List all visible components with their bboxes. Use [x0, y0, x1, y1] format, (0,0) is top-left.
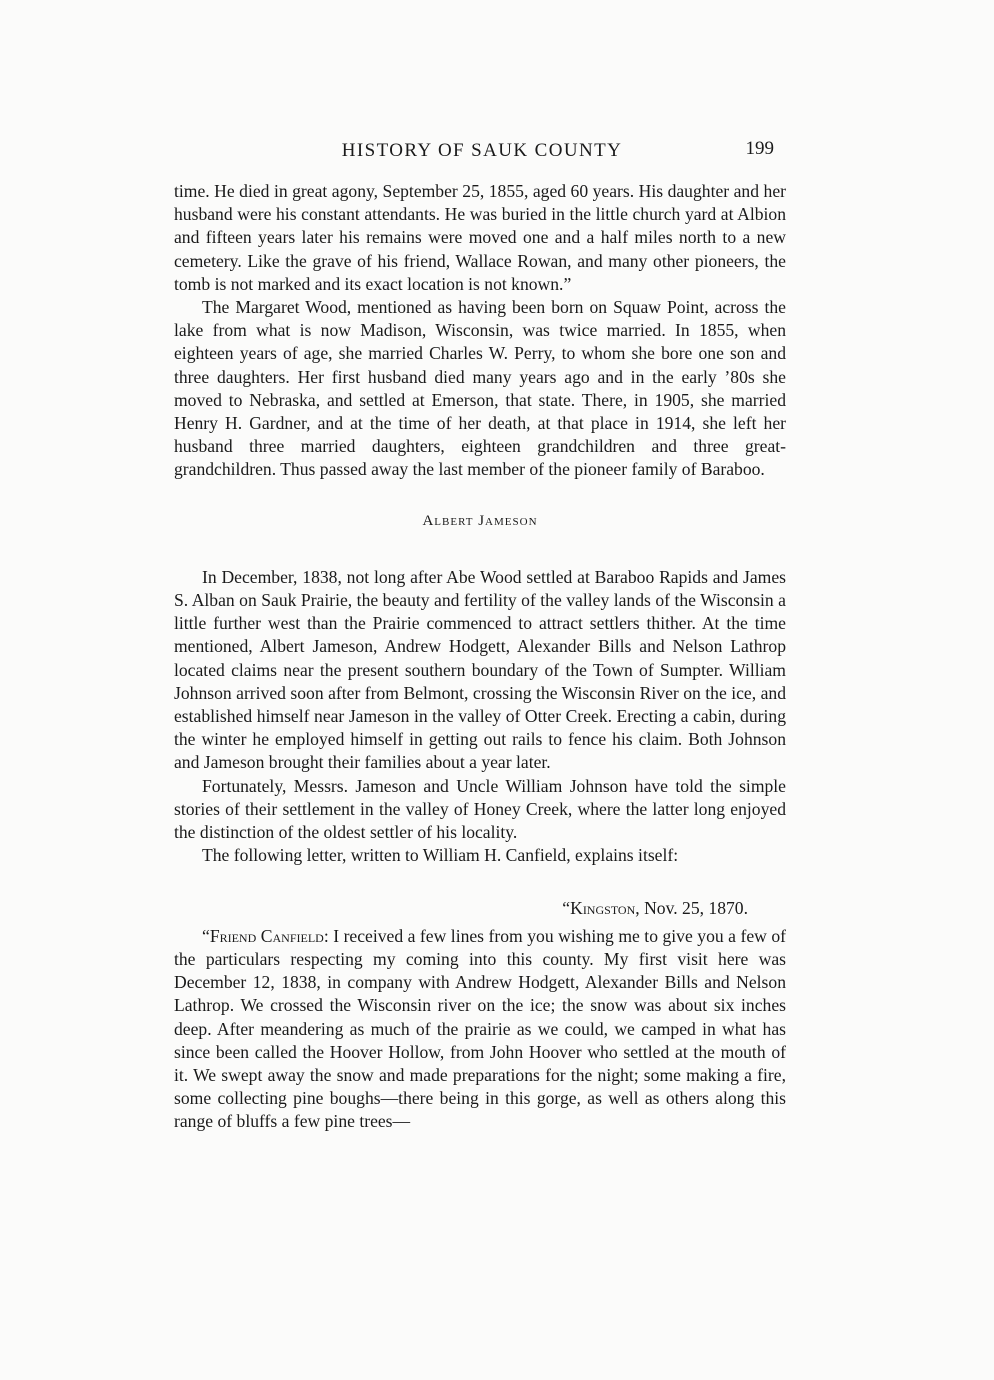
section-heading: Albert Jameson	[422, 512, 538, 529]
paragraph-letter-intro: The following letter, written to William H. Canfield, explains itself:	[202, 845, 679, 866]
paragraph-messrs: Fortunately, Messrs. Jameson and Uncle William Johnson have told the simple stories of their settlement in the valley of Honey Creek, where the latter long enjoyed the distinction of the oldest settler of his locality.	[174, 775, 786, 843]
letter-body	[174, 925, 786, 1134]
dateline-place: Kingston	[570, 898, 636, 919]
paragraph-margaret-wood: The Margaret Wood, mentioned as having been born on Squaw Point, across the lake from what is now Madison, Wisconsin, was twice married. In 1855, when eighteen years of age, she married Charles W. Perry, to whom she bore one son and three daughters. Her first husband died many years ago and in the early ’80s she moved to Nebraska, and settled at Emerson, that state. There, in 1905, she married Henry H. Gardner, and at the time of her death, at that place in 1914, she left her husband three married daughters, eighteen grandchildren and three great-grandchildren. Thus passed away the last member of the pioneer family of Baraboo.	[174, 297, 786, 480]
running-title: HISTORY OF SAUK COUNTY	[341, 140, 623, 161]
letter-dateline	[174, 897, 748, 920]
dateline-date: , Nov. 25, 1870.	[635, 898, 748, 919]
salutation-open-quote: “	[202, 925, 210, 946]
running-head	[176, 140, 788, 170]
paragraph-continuation: time. He died in great agony, September 25, 1855, aged 60 years. His daughter and her husband were his constant attendants. He was buried in the little church yard at Albion and fifteen years later his remains were moved one and a half miles north to a new cemetery. Like the grave of his friend, Wallace Rowan, and many other pioneers, the tomb is not marked and its exact location is not known.”	[174, 181, 786, 294]
salutation-name: Friend Canfield	[209, 925, 324, 946]
dateline-open-quote: “	[562, 898, 571, 919]
paragraph-settlement: In December, 1838, not long after Abe Wood settled at Baraboo Rapids and James S. Alban on Sauk Prairie, the beauty and fertility of the valley lands of the Wisconsin a little further west than the Prairie commenced to attract settlers thither. At the time mentioned, Albert Jameson, Andrew Hodgett, Alexander Bills and Nelson Lathrop located claims near the present southern boundary of the Town of Sumpter. William Johnson arrived soon after from Belmont, crossing the Wisconsin River on the ice, and established himself near Jameson in the valley of Otter Creek. Erecting a cabin, during the winter he employed himself in getting out rails to fence his claim. Both Johnson and Jameson brought their families about a year later.	[174, 566, 786, 773]
body-text	[174, 180, 786, 1134]
page-number: 199	[745, 138, 774, 159]
letter-text: : I received a few lines from you wishing me to give you a few of the particulars respecting my coming into this county. My first visit here was December 12, 1838, in company with Andrew Hodgett, Alexander Bills and Nelson Lathrop. We crossed the Wisconsin river on the ice; the snow was about six inches deep. After meandering as much of the prairie as we could, we camped in what has since been called the Hoover Hollow, from John Hoover who settled at the mouth of it. We swept away the snow and made preparations for the night; some making a fire, some collecting pine boughs—there being in this gorge, as well as others along this range of bluffs a few pine trees—	[174, 925, 786, 1132]
